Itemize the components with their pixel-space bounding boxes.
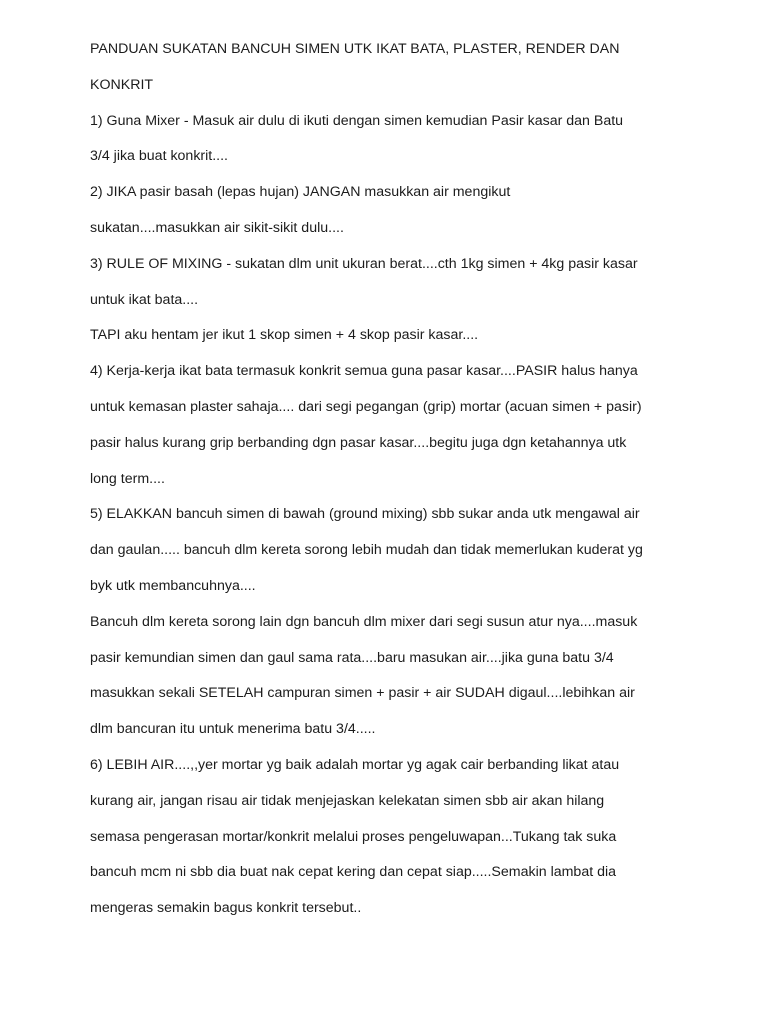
text-line: 5) ELAKKAN bancuh simen di bawah (ground mixing) sbb sukar anda utk mengawal air [90,506,640,523]
document-body [90,38,690,933]
text-line: 4) Kerja-kerja ikat bata termasuk konkrit semua guna pasar kasar....PASIR halus hanya [90,363,638,380]
text-line: byk utk membancuhnya.... [90,577,256,594]
text-line: 6) LEBIH AIR....,,yer mortar yg baik adalah mortar yg agak cair berbanding likat atau [90,756,620,773]
title-line: PANDUAN SUKATAN BANCUH SIMEN UTK IKAT BATA, PLASTER, RENDER DAN [90,41,620,57]
text-line: Bancuh dlm kereta sorong lain dgn bancuh dlm mixer dari segi susun atur nya....masuk [90,613,638,630]
text-line: bancuh mcm ni sbb dia buat nak cepat kering dan cepat siap.....Semakin lambat dia [90,864,617,881]
text-line: 2) JIKA pasir basah (lepas hujan) JANGAN masukkan air mengikut [90,184,511,201]
text-line: long term.... [90,470,165,487]
text-line: semasa pengerasan mortar/konkrit melalui proses pengeluwapan...Tukang tak suka [90,828,617,845]
text-line: pasir halus kurang grip berbanding dgn pasar kasar....begitu juga dgn ketahannya utk [90,434,627,451]
text-line: 3/4 jika buat konkrit.... [90,148,229,165]
text-line: mengeras semakin bagus konkrit tersebut.. [90,900,362,917]
text-line: kurang air, jangan risau air tidak menjejaskan kelekatan simen sbb air akan hilang [90,792,605,809]
text-line: masukkan sekali SETELAH campuran simen + pasir + air SUDAH digaul....lebihkan air [90,685,635,702]
text-line: untuk ikat bata.... [90,291,199,308]
text-line: TAPI aku hentam jer ikut 1 skop simen + 4 skop pasir kasar.... [90,327,479,344]
text-line: pasir kemundian simen dan gaul sama rata....baru masukan air....jika guna batu 3/4 [90,649,614,666]
title-line: KONKRIT [90,76,154,93]
text-line: 3) RULE OF MIXING - sukatan dlm unit ukuran berat....cth 1kg simen + 4kg pasir kasar [90,255,638,272]
text-line: 1) Guna Mixer - Masuk air dulu di ikuti dengan simen kemudian Pasir kasar dan Batu [90,112,624,129]
text-line: sukatan....masukkan air sikit-sikit dulu.... [90,219,344,236]
text-line: dan gaulan..... bancuh dlm kereta sorong lebih mudah dan tidak memerlukan kuderat yg [90,542,643,559]
text-line: dlm bancuran itu untuk menerima batu 3/4..... [90,721,376,738]
text-line: untuk kemasan plaster sahaja.... dari segi pegangan (grip) mortar (acuan simen + pasir) [90,398,642,415]
